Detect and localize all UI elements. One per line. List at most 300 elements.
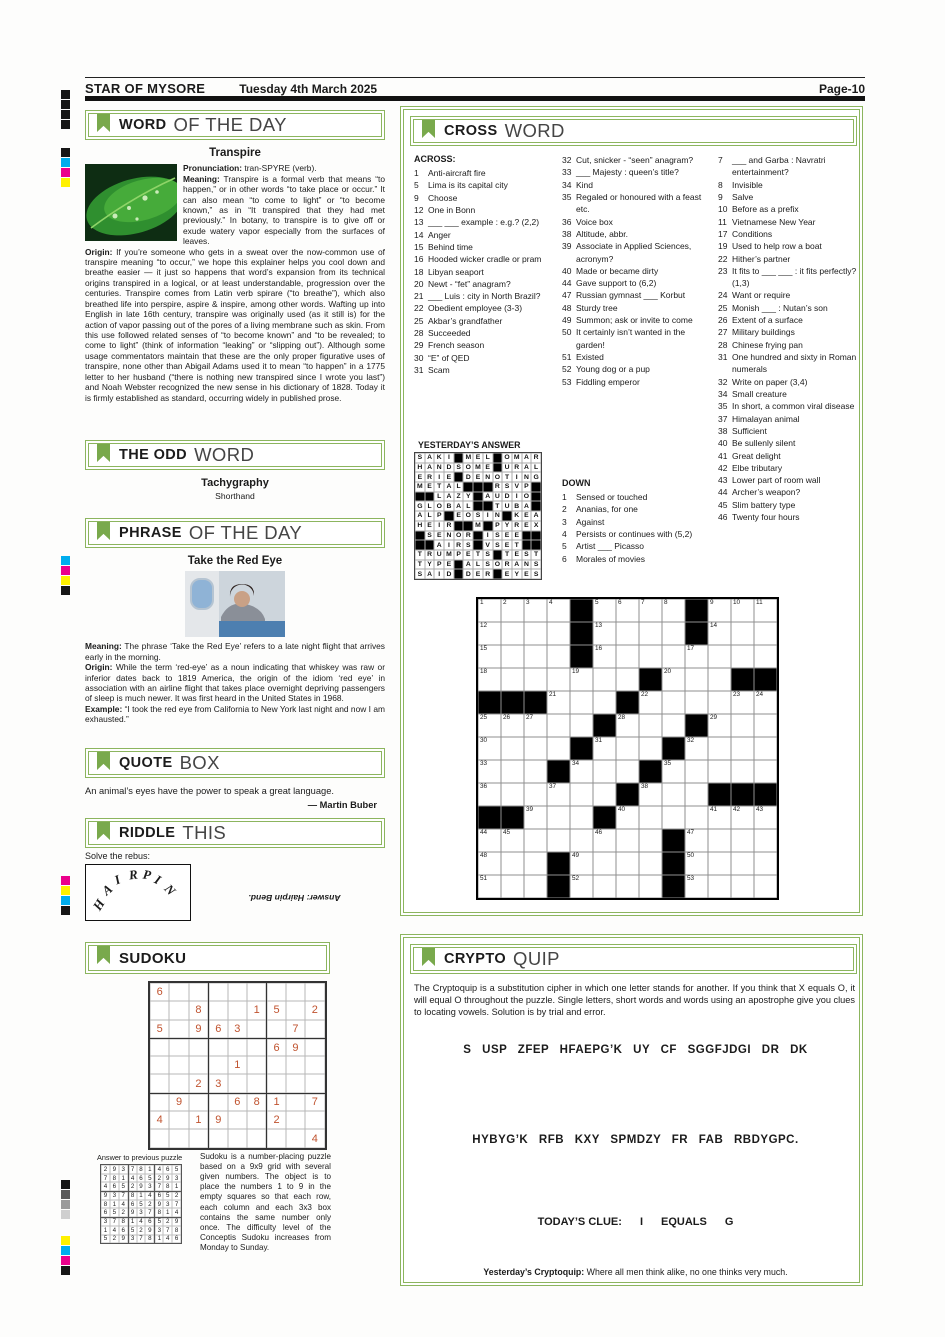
yesterday-answer-label: YESTERDAY’S ANSWER <box>418 440 521 450</box>
sudoku-cell <box>305 1020 324 1038</box>
answer-cell <box>522 540 532 550</box>
sudoku-cell <box>208 983 227 1001</box>
mini-sudoku-cell: 5 <box>137 1200 146 1209</box>
mini-sudoku-cell: 6 <box>119 1226 128 1235</box>
sudoku-cell <box>286 1111 305 1129</box>
clue: 6 Morales of movies <box>562 553 645 564</box>
sudoku-cell <box>150 1001 169 1019</box>
across-label: ACROSS: <box>414 154 456 164</box>
crossword-cell: 3 <box>524 599 547 622</box>
crossword-cell: 30 <box>478 737 501 760</box>
answer-cell: L <box>425 501 435 511</box>
answer-cell: E <box>483 463 493 473</box>
mini-sudoku-cell: 1 <box>110 1200 119 1209</box>
sudoku-cell <box>266 1129 285 1147</box>
ribbon-icon <box>422 944 435 966</box>
answer-cell: N <box>493 511 503 521</box>
sudoku-cell <box>208 1093 227 1111</box>
crossword-cell <box>639 737 662 760</box>
sudoku-cell <box>286 1056 305 1074</box>
answer-cell: Y <box>502 521 512 531</box>
sudoku-cell <box>150 1038 169 1056</box>
clue: 25 Akbar’s grandfather <box>414 315 503 326</box>
sudoku-cell: 9 <box>169 1093 188 1111</box>
answer-cell: E <box>502 540 512 550</box>
answer-cell: A <box>444 492 454 502</box>
crossword-cell <box>547 645 570 668</box>
crossword-cell <box>547 668 570 691</box>
sudoku-cell <box>228 1074 247 1092</box>
answer-cell: A <box>522 453 532 463</box>
crossword-cell <box>662 691 685 714</box>
answer-cell: I <box>483 531 493 541</box>
crossword-black-cell <box>547 852 570 875</box>
sudoku-cell <box>208 1001 227 1019</box>
clue: 36 Voice box <box>562 216 613 227</box>
sudoku-cell <box>247 1129 266 1147</box>
crossword-cell <box>708 645 731 668</box>
sudoku-cell: 8 <box>247 1093 266 1111</box>
answer-cell: X <box>531 521 541 531</box>
crossword-cell <box>731 645 754 668</box>
mini-sudoku-cell: 5 <box>145 1174 154 1183</box>
answer-cell: I <box>434 521 444 531</box>
rebus-letter: H <box>89 896 108 914</box>
sudoku-cell <box>266 1074 285 1092</box>
answer-cell: R <box>454 540 464 550</box>
crossword-cell <box>501 645 524 668</box>
sudoku-cell <box>305 1074 324 1092</box>
clue: 34 Small creature <box>718 388 787 399</box>
answer-cell <box>473 492 483 502</box>
label: Origin: <box>85 662 113 673</box>
crossword-cell: 38 <box>639 783 662 806</box>
crossword-cell <box>731 714 754 737</box>
sudoku-cell <box>228 1038 247 1056</box>
sudoku-cell <box>169 1129 188 1147</box>
mini-sudoku-cell: 8 <box>163 1182 172 1191</box>
crossword-cell <box>524 852 547 875</box>
sudoku-cell: 2 <box>266 1111 285 1129</box>
sudoku-cell <box>305 1111 324 1129</box>
cryptoquip-intro: The Cryptoquip is a substitution cipher in which one letter stands for another. If you think that X equals O, it will equal O throughout the puzzle. Single letters, short words and words using an apostrophe give you clues to locating vowels. Solution is by trial and error. <box>414 983 855 1018</box>
sudoku-cell: 1 <box>266 1093 285 1111</box>
header-light-text: WORD <box>504 120 565 141</box>
mini-sudoku-cell: 3 <box>154 1226 163 1235</box>
crossword-cell <box>547 829 570 852</box>
crossword-cell: 51 <box>478 875 501 898</box>
rebus-puzzle <box>85 864 191 921</box>
crossword-cell <box>754 645 777 668</box>
answer-cell <box>493 569 503 579</box>
crossword-cell <box>754 714 777 737</box>
rebus-letter: I <box>112 871 123 888</box>
answer-cell: S <box>531 569 541 579</box>
mini-sudoku-cell: 4 <box>128 1174 137 1183</box>
answer-cell: T <box>493 501 503 511</box>
answer-cell <box>463 482 473 492</box>
sudoku-grid <box>148 981 327 1150</box>
sudoku-cell: 9 <box>208 1111 227 1129</box>
across-clues-column-2 <box>562 154 712 388</box>
answer-cell: M <box>473 521 483 531</box>
crossword-cell: 4 <box>547 599 570 622</box>
answer-cell: D <box>463 472 473 482</box>
mini-sudoku-cell: 2 <box>119 1208 128 1217</box>
crossword-cell <box>570 806 593 829</box>
crossword-cell: 28 <box>616 714 639 737</box>
crossword-cell <box>616 645 639 668</box>
phrase-header <box>85 518 385 548</box>
answer-cell: N <box>444 531 454 541</box>
sudoku-cell <box>286 983 305 1001</box>
crossword-black-cell <box>639 668 662 691</box>
leaf-photo <box>85 164 177 241</box>
sudoku-cell <box>228 983 247 1001</box>
answer-cell: E <box>502 569 512 579</box>
answer-cell: I <box>512 472 522 482</box>
clue: 39 Associate in Applied Sciences, acronym? <box>562 241 692 264</box>
answer-cell: T <box>434 482 444 492</box>
crossword-black-cell <box>547 875 570 898</box>
sudoku-cell <box>247 1038 266 1056</box>
sudoku-cell: 4 <box>150 1111 169 1129</box>
phrase-body <box>85 554 385 725</box>
header-light-text: OF THE DAY <box>188 522 303 543</box>
answer-cell: S <box>454 463 464 473</box>
sudoku-cell: 6 <box>266 1038 285 1056</box>
crossword-cell <box>662 806 685 829</box>
mini-sudoku-cell: 6 <box>110 1182 119 1191</box>
sudoku-cell: 4 <box>305 1129 324 1147</box>
answer-cell: E <box>512 550 522 560</box>
answer-cell: B <box>512 501 522 511</box>
crossword-black-cell <box>731 783 754 806</box>
mini-sudoku-cell: 6 <box>163 1165 172 1174</box>
crossword-black-cell <box>478 806 501 829</box>
registration-mark <box>61 1236 70 1276</box>
crossword-cell <box>708 875 731 898</box>
clue-from-letter: I <box>639 1216 643 1228</box>
mini-sudoku-cell: 7 <box>101 1174 110 1183</box>
crossword-black-cell <box>570 599 593 622</box>
down-clues-column-2 <box>718 154 861 523</box>
origin-paragraph <box>85 247 385 403</box>
answer-cell <box>493 463 503 473</box>
clue: 38 Sufficient <box>718 425 767 436</box>
clue: 35 Regaled or honoured with a feast etc. <box>562 191 702 215</box>
mini-sudoku-cell: 9 <box>154 1200 163 1209</box>
answer-cell: D <box>444 569 454 579</box>
answer-cell: P <box>493 521 503 531</box>
answer-cell: R <box>502 560 512 570</box>
clue: 5 Artist ___ Picasso <box>562 541 645 552</box>
clue: 19 Used to help row a boat <box>718 241 822 252</box>
clue: 34 Kind <box>562 179 594 190</box>
label: Origin: <box>85 246 113 257</box>
sudoku-cell <box>150 1129 169 1147</box>
crossword-cell <box>547 806 570 829</box>
mini-sudoku-cell: 1 <box>119 1174 128 1183</box>
yesterday-answer-grid <box>414 452 542 580</box>
answer-cell: A <box>454 501 464 511</box>
answer-cell: T <box>415 560 425 570</box>
answer-cell: S <box>522 550 532 560</box>
clue: 4 Persists or continues with (5,2) <box>562 528 693 539</box>
crossword-cell <box>501 852 524 875</box>
answer-cell: R <box>512 521 522 531</box>
crossword-cell <box>708 737 731 760</box>
mini-sudoku-cell: 5 <box>128 1226 137 1235</box>
clue: 20 Newt - “fet” anagram? <box>414 278 511 289</box>
crossword-cell: 29 <box>708 714 731 737</box>
answer-cell: I <box>444 540 454 550</box>
crossword-cell <box>731 852 754 875</box>
crossword-black-cell <box>478 691 501 714</box>
ribbon-icon <box>97 748 110 770</box>
clue: 42 Elbe tributary <box>718 462 783 473</box>
crossword-black-cell <box>754 783 777 806</box>
text: If you’re someone who gets in a sweat over the now-common use of transpire meaning “to occur,” we hope this explainer helps you cool down and breathe easier — it just so happens that word’s expansion from its technical origins transpired in a logical, or at least understandable, progression over the centuries. Transpire comes from Latin verb spirare (“to breathe”), which also breathed life into perspire, aspire & inspire, among other words. Wafting up into English in late 16th century, transpire was originally used (as it still is) for the action of vapor passing out of the pores of a living membrane such as skin. From this use followed related senses of “to become known” and “to be revealed; to come to light” (think of information “leaking” or “slipping out”). Although some usage commentators maintain that these are the only proper figurative uses of transpire, none other than Abigail Adams used it to mean “to happen” in a 1775 letter to her husband (“there is nothing new transpired since I wrote you last”) and Noah Webster recognized the new sense in his dictionary of 1828. Today it is firmly established as standard, occurring widely in published prose. <box>85 246 385 403</box>
crossword-cell: 43 <box>754 806 777 829</box>
crossword-cell <box>547 737 570 760</box>
crossword-cell: 44 <box>478 829 501 852</box>
answer-cell: M <box>415 482 425 492</box>
answer-cell: U <box>502 463 512 473</box>
crossword-cell <box>501 760 524 783</box>
clue: 22 Hither’s partner <box>718 253 791 264</box>
sudoku-description: Sudoku is a number-placing puzzle based on a 9x9 grid with several given numbers. The object is to place the numbers 1 to 9 in the empty squares so that each row, each column and each 3x3 box contains the same number only once. The difficulty level of the Conceptis Sudoku increases from Monday to Sunday. <box>200 1152 331 1252</box>
clue: 26 Extent of a surface <box>718 315 803 326</box>
phrase-meaning <box>85 641 385 662</box>
clue: 50 It certainly isn’t wanted in the garden! <box>562 327 686 350</box>
clue: 24 Want or require <box>718 290 791 301</box>
header-bold-text: RIDDLE <box>119 825 176 841</box>
crossword-cell <box>593 852 616 875</box>
answer-cell: E <box>522 511 532 521</box>
ribbon-icon <box>97 518 110 540</box>
crossword-black-cell <box>685 622 708 645</box>
answer-cell <box>483 501 493 511</box>
answer-cell <box>531 540 541 550</box>
answer-cell: N <box>522 472 532 482</box>
crossword-cell <box>731 829 754 852</box>
crossword-cell <box>708 668 731 691</box>
header-bold-text: CROSS <box>444 123 498 139</box>
cryptoquip-clue <box>404 1216 867 1228</box>
clue: 23 It fits to ___ ___ : it fits perfectly? (1,3) <box>718 265 857 289</box>
answer-cell: R <box>463 531 473 541</box>
mini-sudoku-cell: 1 <box>137 1191 146 1200</box>
sudoku-cell <box>247 1056 266 1074</box>
ribbon-icon <box>97 110 110 132</box>
crossword-cell <box>639 714 662 737</box>
crossword-cell <box>501 737 524 760</box>
down-clues-column-1 <box>562 478 712 565</box>
header-bold-text: CRYPTO <box>444 951 507 967</box>
answer-cell: O <box>463 511 473 521</box>
mini-sudoku-cell: 8 <box>172 1226 181 1235</box>
header-bold-text: PHRASE <box>119 525 182 541</box>
answer-cell: E <box>502 531 512 541</box>
sudoku-cell <box>169 1001 188 1019</box>
sudoku-cell: 1 <box>247 1001 266 1019</box>
rebus-letter: P <box>141 866 153 883</box>
sudoku-cell <box>150 1093 169 1111</box>
answer-cell: I <box>434 569 444 579</box>
answer-cell: O <box>454 531 464 541</box>
clue: 1 Sensed or touched <box>562 492 648 502</box>
crossword-black-cell <box>524 691 547 714</box>
crossword-cell <box>501 875 524 898</box>
mini-sudoku-cell: 7 <box>128 1165 137 1174</box>
crossword-cell <box>524 622 547 645</box>
answer-cell: U <box>434 550 444 560</box>
masthead <box>85 77 865 96</box>
mini-sudoku-cell: 3 <box>119 1165 128 1174</box>
clue: 44 Gave support to (6,2) <box>562 278 657 289</box>
answer-cell: Z <box>454 492 464 502</box>
answer-cell: O <box>434 501 444 511</box>
clue: 32 Write on paper (3,4) <box>718 376 808 387</box>
clue: 46 Twenty four hours <box>718 512 800 523</box>
answer-cell: L <box>531 463 541 473</box>
crossword-cell <box>501 783 524 806</box>
answer-cell: G <box>415 501 425 511</box>
answer-cell: S <box>473 511 483 521</box>
newspaper-title: STAR OF MYSORE <box>85 81 206 96</box>
clue: 11 Vietnamese New Year <box>718 216 816 227</box>
answer-cell: R <box>531 453 541 463</box>
mini-sudoku-cell: 5 <box>101 1235 110 1244</box>
crossword-cell: 37 <box>547 783 570 806</box>
clue: 1 Anti-aircraft fire <box>414 168 486 178</box>
mini-sudoku-cell: 7 <box>137 1235 146 1244</box>
quote-text: An animal’s eyes have the power to speak a great language. <box>85 786 334 796</box>
answer-cell: P <box>522 482 532 492</box>
clue: 44 Archer’s weapon? <box>718 487 801 498</box>
sudoku-cell <box>169 1074 188 1092</box>
answer-cell <box>522 531 532 541</box>
answer-cell: B <box>444 501 454 511</box>
sudoku-cell: 7 <box>286 1020 305 1038</box>
registration-mark <box>61 556 70 596</box>
mini-sudoku-cell: 2 <box>128 1182 137 1191</box>
crossword-cell: 14 <box>708 622 731 645</box>
sudoku-cell <box>228 1111 247 1129</box>
sudoku-cell <box>189 1056 208 1074</box>
crossword-black-cell <box>593 714 616 737</box>
answer-cell: E <box>463 550 473 560</box>
mini-sudoku-cell: 3 <box>110 1191 119 1200</box>
crossword-cell <box>570 714 593 737</box>
mini-sudoku-cell: 7 <box>163 1226 172 1235</box>
clue: 47 Russian gymnast ___ Korbut <box>562 290 686 301</box>
odd-word: Tachygraphy <box>201 477 269 489</box>
crossword-cell: 10 <box>731 599 754 622</box>
sudoku-cell: 1 <box>228 1056 247 1074</box>
answer-cell: U <box>502 501 512 511</box>
answer-cell: L <box>483 453 493 463</box>
crossword-cell <box>754 875 777 898</box>
clue: 31 One hundred and sixty in Roman numerals <box>718 352 857 375</box>
answer-cell: A <box>415 511 425 521</box>
mini-sudoku-cell: 7 <box>154 1182 163 1191</box>
mini-sudoku-cell: 2 <box>137 1226 146 1235</box>
clue: 2 Ananias, for one <box>562 504 638 515</box>
crossword-cell <box>639 622 662 645</box>
label: Meaning: <box>183 173 220 184</box>
answer-cell: E <box>444 472 454 482</box>
rebus-letter: R <box>128 866 139 883</box>
crossword-cell <box>616 829 639 852</box>
mini-sudoku-cell: 7 <box>145 1208 154 1217</box>
sudoku-cell <box>150 1056 169 1074</box>
mini-sudoku-cell: 1 <box>128 1217 137 1226</box>
crossword-cell <box>616 737 639 760</box>
mini-sudoku-cell: 8 <box>145 1235 154 1244</box>
mini-sudoku-cell: 1 <box>172 1182 181 1191</box>
quote-header <box>85 748 385 778</box>
answer-cell <box>454 569 464 579</box>
crossword-black-cell <box>685 599 708 622</box>
clue-equals: EQUALS <box>661 1216 707 1228</box>
crossword-cell <box>731 737 754 760</box>
header-light-text: QUIP <box>513 948 560 969</box>
text: “I took the red eye from California to New York last night and now I am exhausted.” <box>85 703 385 725</box>
crossword-cell: 39 <box>524 806 547 829</box>
crossword-black-cell <box>616 783 639 806</box>
answer-cell <box>473 540 483 550</box>
answer-cell <box>415 540 425 550</box>
mini-sudoku-cell: 3 <box>128 1235 137 1244</box>
clue: 15 Behind time <box>414 241 473 252</box>
answer-cell <box>493 550 503 560</box>
mini-sudoku-cell: 7 <box>110 1217 119 1226</box>
mini-sudoku-cell: 8 <box>128 1191 137 1200</box>
crossword-cell <box>754 852 777 875</box>
text: While the term ‘red-eye’ as a noun indicating that whiskey was raw or inferior dates back to 1819 America, the origin of the idiom ‘red eye’ in association with an airline flight that takes place overnight depriving passengers of sleep is much newer. It was first heard in the United States in 1968. <box>85 662 385 704</box>
mini-sudoku-cell: 6 <box>145 1217 154 1226</box>
page-number: Page-10 <box>818 82 865 96</box>
sudoku-cell <box>286 1001 305 1019</box>
crossword-cell <box>524 737 547 760</box>
odd-word-meaning: Shorthand <box>215 491 255 501</box>
crossword-cell: 41 <box>708 806 731 829</box>
crossword-black-cell <box>593 806 616 829</box>
crossword-grid <box>476 597 779 900</box>
mini-sudoku-cell: 8 <box>110 1174 119 1183</box>
crossword-cell <box>524 875 547 898</box>
answer-cell: E <box>473 472 483 482</box>
answer-cell: N <box>483 472 493 482</box>
answer-cell: V <box>512 482 522 492</box>
crossword-cell <box>639 875 662 898</box>
answer-cell: A <box>425 463 435 473</box>
header-light-text: WORD <box>194 444 255 465</box>
sudoku-cell <box>169 1056 188 1074</box>
answer-cell: S <box>415 453 425 463</box>
answer-cell: S <box>493 540 503 550</box>
header-light-text: OF THE DAY <box>173 114 287 135</box>
sudoku-cell <box>169 1038 188 1056</box>
sudoku-cell: 7 <box>305 1093 324 1111</box>
sudoku-cell <box>228 1001 247 1019</box>
crossword-cell: 42 <box>731 806 754 829</box>
answer-cell <box>473 482 483 492</box>
clue: 9 Choose <box>414 192 458 203</box>
header-light-text: BOX <box>179 752 220 773</box>
